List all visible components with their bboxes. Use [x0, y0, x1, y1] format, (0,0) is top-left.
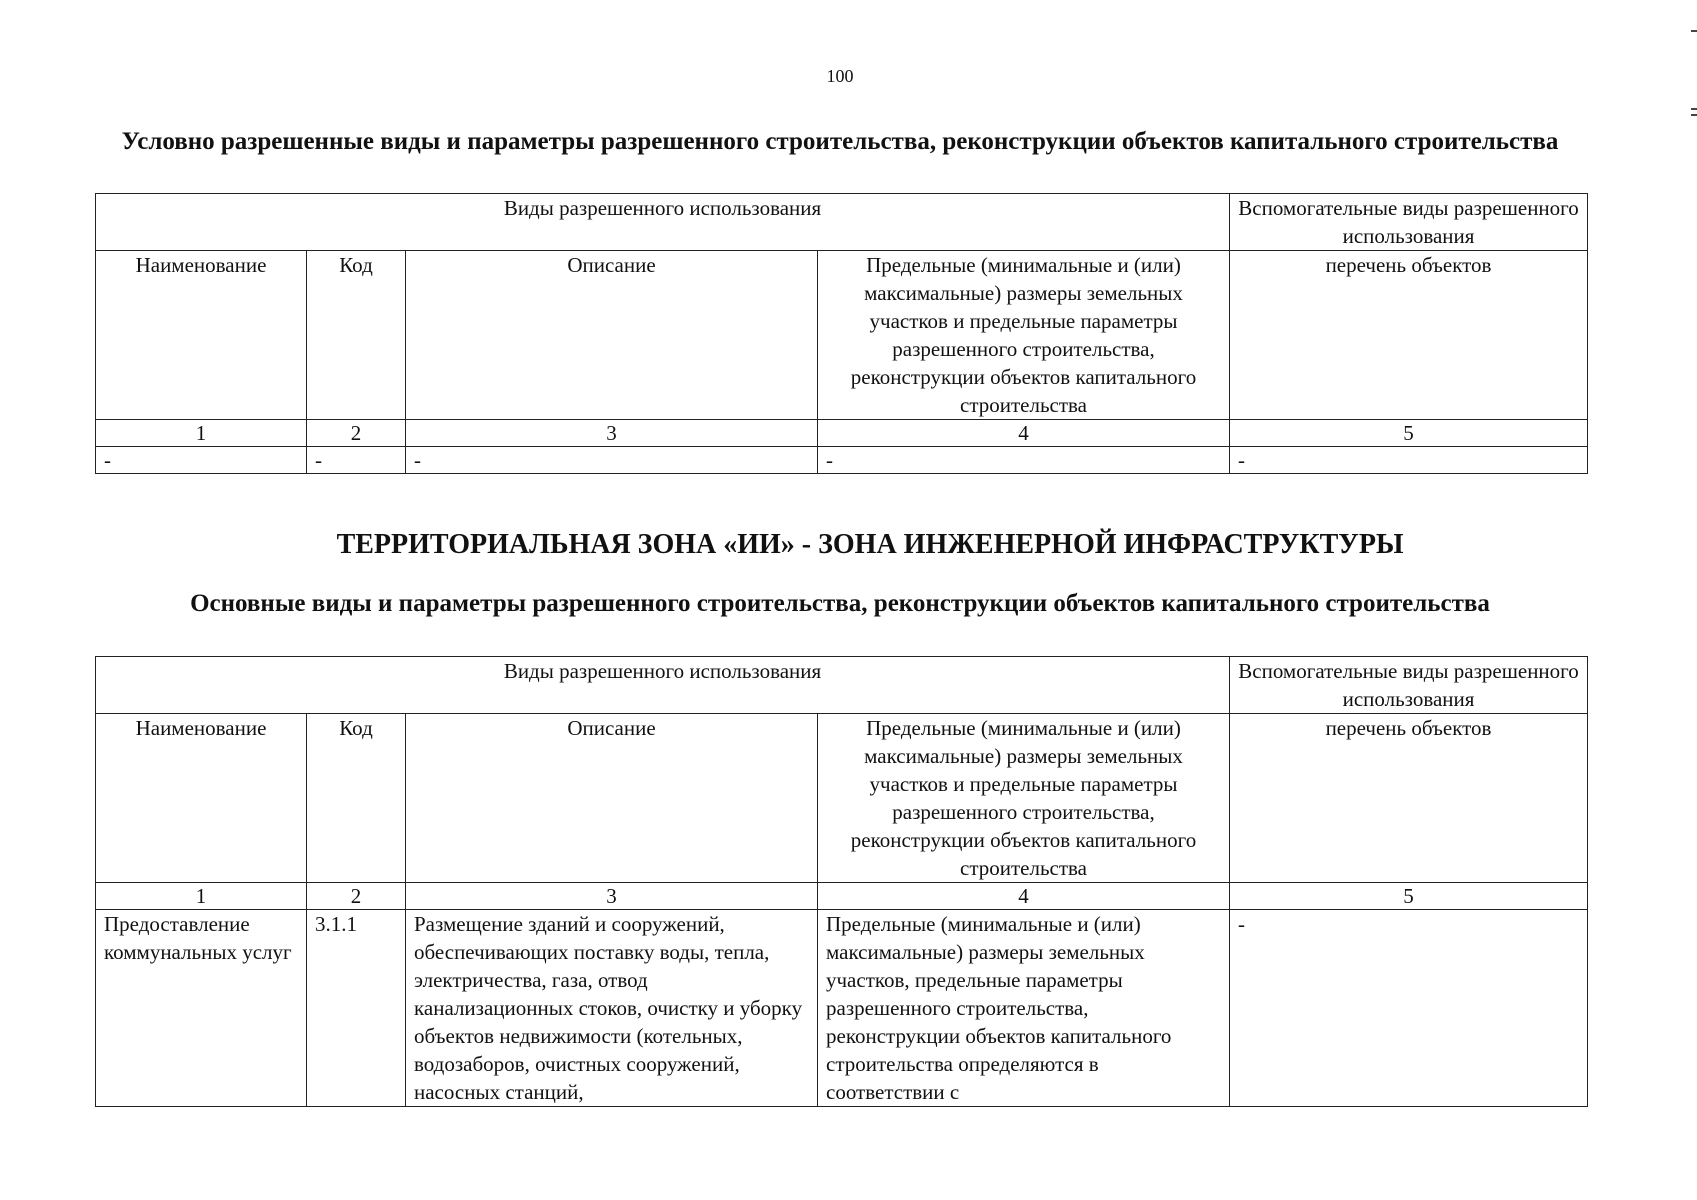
scan-edge-mark [1691, 108, 1697, 110]
cell-description: - [406, 447, 818, 474]
zone-title: ТЕРРИТОРИАЛЬНАЯ ЗОНА «ИИ» - ЗОНА ИНЖЕНЕРНОЙ ИНФРАСТРУКТУРЫ [336, 529, 1404, 560]
column-header-limits: Предельные (минимальные и (или) максимальные) размеры земельных участков и предельные параметры разрешенного строительства, реконструкции объектов капитального строительства [818, 251, 1230, 420]
cell-limits: Предельные (минимальные и (или) максимальные) размеры земельных участков, предельные параметры разрешенного строительства, реконструкции объектов капитального строительства определяются в соответствии с [818, 910, 1230, 1107]
cell-limits: - [818, 447, 1230, 474]
cell-code: - [307, 447, 406, 474]
cell-description: Размещение зданий и сооружений, обеспечивающих поставку воды, тепла, электричества, газа, отвод канализационных стоков, очистку и уборку объектов недвижимости (котельных, водозаборов, очистных сооружений, насосных станций, [406, 910, 818, 1107]
table-group-header-row [96, 657, 1588, 714]
conditional-uses-table [95, 193, 1588, 474]
table-number-row [96, 420, 1588, 447]
table-row [96, 910, 1588, 1107]
cell-name: - [96, 447, 307, 474]
column-header-description: Описание [406, 714, 818, 883]
column-number: 1 [96, 883, 307, 910]
table-number-row [96, 883, 1588, 910]
column-header-description: Описание [406, 251, 818, 420]
group-header-cell: Виды разрешенного использования [96, 194, 1230, 251]
main-uses-table [95, 656, 1588, 1107]
scan-edge-mark [1691, 114, 1697, 116]
column-number: 2 [307, 420, 406, 447]
section-heading-conditional: Условно разрешенные виды и параметры разрешенного строительства, реконструкции объектов капитального строительства [121, 128, 1559, 155]
column-header-limits: Предельные (минимальные и (или) максимальные) размеры земельных участков и предельные параметры разрешенного строительства, реконструкции объектов капитального строительства [818, 714, 1230, 883]
column-number: 4 [818, 420, 1230, 447]
table-row [96, 447, 1588, 474]
scan-edge-mark [1691, 30, 1697, 32]
column-header-objects-list: перечень объектов [1230, 714, 1588, 883]
column-number: 2 [307, 883, 406, 910]
cell-name: Предоставление коммунальных услуг [96, 910, 307, 1107]
aux-header-cell: Вспомогательные виды разрешенного использования [1230, 657, 1588, 714]
column-number: 3 [406, 883, 818, 910]
cell-objects-list: - [1230, 447, 1588, 474]
table-column-header-row [96, 251, 1588, 420]
group-header-cell: Виды разрешенного использования [96, 657, 1230, 714]
table-column-header-row [96, 714, 1588, 883]
cell-objects-list: - [1230, 910, 1588, 1107]
section-heading-main: Основные виды и параметры разрешенного строительства, реконструкции объектов капитального строительства [190, 590, 1490, 617]
column-number: 5 [1230, 883, 1588, 910]
cell-code: 3.1.1 [307, 910, 406, 1107]
column-header-code: Код [307, 714, 406, 883]
page-number: 100 [826, 66, 854, 86]
column-header-name: Наименование [96, 251, 307, 420]
column-header-name: Наименование [96, 714, 307, 883]
column-number: 5 [1230, 420, 1588, 447]
column-number: 4 [818, 883, 1230, 910]
table-group-header-row [96, 194, 1588, 251]
column-number: 3 [406, 420, 818, 447]
column-header-code: Код [307, 251, 406, 420]
column-header-objects-list: перечень объектов [1230, 251, 1588, 420]
aux-header-cell: Вспомогательные виды разрешенного использования [1230, 194, 1588, 251]
column-number: 1 [96, 420, 307, 447]
